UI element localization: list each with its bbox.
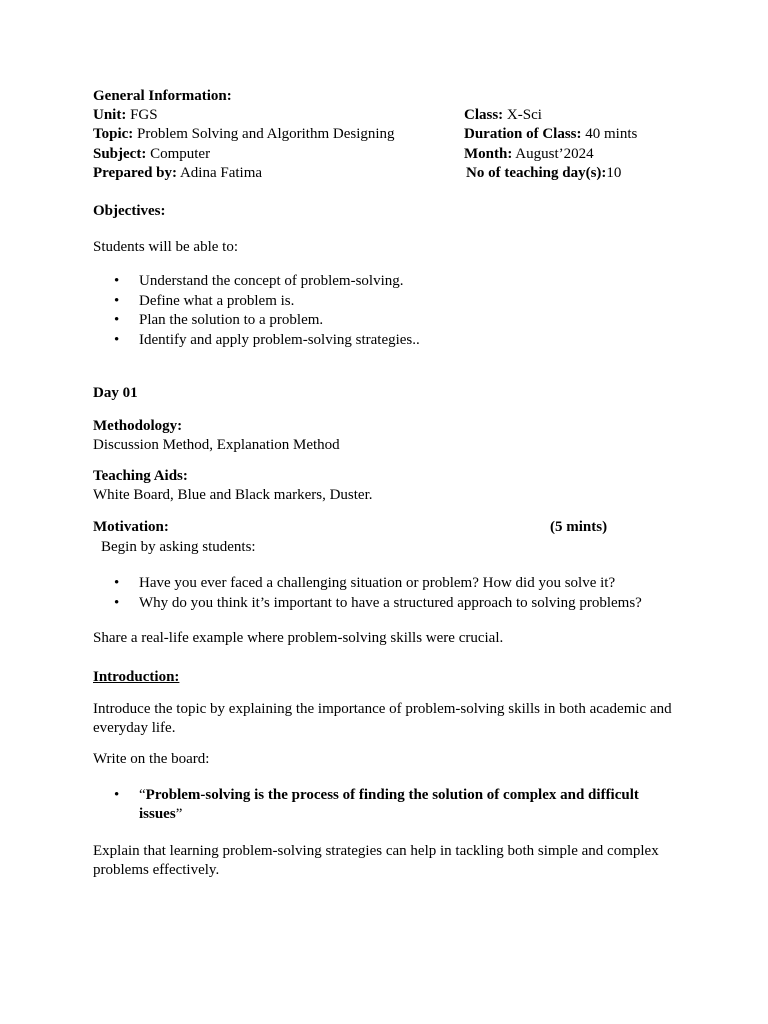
list-item: • Have you ever faced a challenging situation or problem? How did you solve it? (114, 575, 616, 591)
bullet-icon: • (114, 312, 120, 328)
class-line (464, 106, 542, 125)
subject-label: Subject: (93, 146, 147, 162)
prepared-by-value: Adina Fatima (179, 165, 263, 181)
list-item: • Plan the solution to a problem. (114, 312, 324, 328)
unit-value: FGS (130, 107, 158, 123)
subject-line (93, 145, 210, 164)
motivation-share-text: Share a real-life example where problem-solving skills were crucial. (93, 630, 504, 646)
introduction-closing: Explain that learning problem-solving strategies can help in tackling both simple and complex problems effectively. (93, 843, 659, 878)
class-label: Class: (464, 107, 504, 123)
list-item: • Define what a problem is. (114, 292, 295, 309)
teaching-aids-text: White Board, Blue and Black markers, Duster. (93, 487, 373, 503)
bullet-icon: • (114, 292, 120, 309)
motivation-questions-list (93, 574, 673, 613)
motivation-time: (5 mints) (550, 519, 608, 535)
class-value: X-Sci (506, 107, 542, 123)
topic-value: Problem Solving and Algorithm Designing (137, 126, 395, 142)
objectives-intro: Students will be able to: (93, 239, 238, 255)
unit-line (93, 106, 158, 125)
list-item: • Identify and apply problem-solving strategies.. (114, 331, 420, 348)
introduction-heading: Introduction: (93, 669, 180, 685)
methodology-text: Discussion Method, Explanation Method (93, 437, 340, 453)
list-item: • Why do you think it’s important to have a structured approach to solving problems? (114, 594, 642, 611)
prepared-by-line (93, 164, 262, 183)
topic-line (93, 125, 395, 144)
motivation-intro: Begin by asking students: (101, 539, 256, 555)
objectives-heading: Objectives: (93, 203, 166, 219)
bullet-icon: • (114, 787, 120, 803)
general-info-heading: General Information: (93, 88, 232, 104)
day-title: Day 01 (93, 385, 138, 401)
duration-label: Duration of Class: (464, 126, 582, 142)
duration-value: 40 mints (585, 126, 638, 142)
teaching-aids-heading: Teaching Aids: (93, 468, 188, 484)
unit-label: Unit: (93, 107, 127, 123)
duration-line (464, 125, 637, 144)
topic-label: Topic: (93, 126, 134, 142)
methodology-heading: Methodology: (93, 418, 183, 434)
objectives-list (93, 272, 673, 350)
list-item: • Understand the concept of problem-solving. (114, 273, 404, 289)
motivation-heading: Motivation: (93, 519, 169, 535)
month-line (464, 145, 594, 164)
teaching-days-value: 10 (606, 165, 622, 181)
month-label: Month: (464, 146, 513, 162)
bullet-icon: • (114, 594, 120, 611)
board-intro: Write on the board: (93, 751, 210, 767)
month-value: August’2024 (515, 146, 594, 162)
introduction-text: Introduce the topic by explaining the importance of problem-solving skills in both academic and everyday life. (93, 701, 672, 736)
teaching-days-line (466, 164, 621, 183)
board-quote-item (93, 786, 673, 824)
prepared-by-label: Prepared by: (93, 165, 178, 181)
bullet-icon: • (114, 575, 120, 591)
bullet-icon: • (114, 273, 120, 289)
board-quote: “Problem-solving is the process of finding the solution of complex and difficult issues” (139, 787, 639, 822)
bullet-icon: • (114, 331, 120, 348)
subject-value: Computer (150, 146, 211, 162)
teaching-days-label: No of teaching day(s): (466, 165, 607, 181)
